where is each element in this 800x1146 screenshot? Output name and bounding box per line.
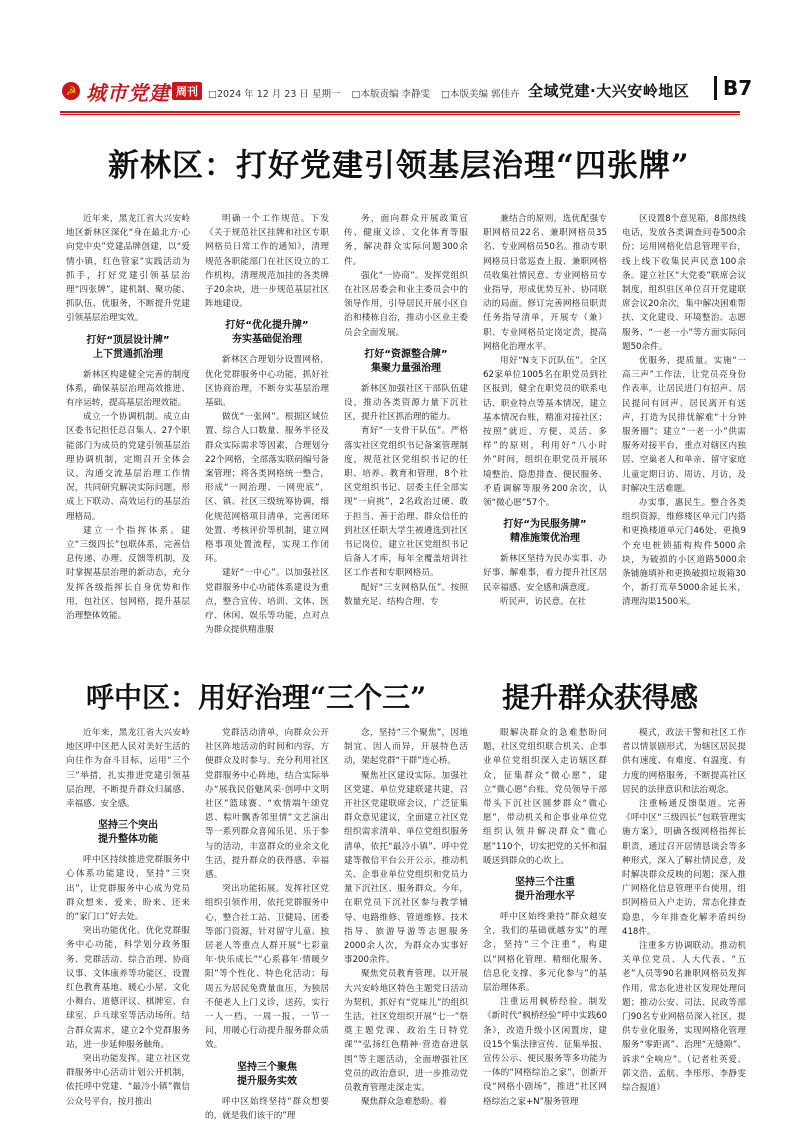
paragraph: 强化“一协商”。发挥党组织在社区居委会和业主委员会中的领导作用，引导居民开展小区自治和楼栋自治，推动小区业主委员会全面发展。 <box>344 270 468 338</box>
paragraph: 优服务，提质量。实施“一高三声”工作法，让党员亮身份作表率，让居民进门有招声、居民提问有回声、居民离开有送声，打造为民排忧解难“十分钟服务圈”；建立“一老一小”供需服务对接平台，重点对辖区内独居、空巢老人和单亲、留守家庭儿童定期日访、周访、月访，及时解决生活难题。 <box>622 356 746 494</box>
logo-text: 城市党建 <box>86 80 170 105</box>
paragraph: 听民声，访民意。在社 <box>500 596 586 607</box>
article1-column-2 <box>205 212 329 642</box>
paragraph: 注重运用枫桥经验。制发《新时代“枫桥经验”呼中实践60条》，改造升级小区闲置房，建设15个集法律宣传、征集举报、宣传公示、便民服务等多功能为一体的“网格综治之家”，创新开设“网格小剧场”，推进“社区网格综治之家+N”服务管理 <box>483 997 607 1107</box>
subheading <box>205 1061 329 1089</box>
subheading-line: 精准施策优治理 <box>510 533 580 545</box>
article2-headline-right: 提升群众获得感 <box>502 681 699 714</box>
paragraph: 突出功能发挥。建立社区党群服务中心活动计划公开机制，依托呼中党建、“最冷小镇”微信公众号平台，按月推出 <box>66 1054 190 1107</box>
subheading-line: 提升整体功能 <box>98 834 158 846</box>
paragraph: 明确一个工作规范。下发《关于规范社区挂牌和社区专职网格员日常工作的通知》，清理规范各职能部门在社区设立的工作机构，清理规范加挂的各类牌子20余块，进一步规范基层社区阵地建设。 <box>205 214 329 310</box>
paragraph: 新林区合理划分设置网格，优化党群服务中心功能，抓好社区协商治理，不断夯实基层治理基础。 <box>205 355 329 409</box>
subheading-line: 坚持三个聚焦 <box>237 1061 297 1073</box>
paragraph: 聚焦社区建设实际。加强社区党建、单位党建联建共建，召开社区党建联席会议，广泛征集群众意见建议，全面建立社区党组织需求清单、单位党组织服务清单，依托“最冷小镇”、呼中党建等微信平台公开公示，推动机关、企事业单位党组织和党员力量下沉社区、服务群众。今年，在职党员下沉社区参与教学辅导、电路维修、管道维修、技术指导、旅游导游等志愿服务2000余人次，为群众办实事好事200余件。 <box>344 770 468 966</box>
paragraph: 做优“一张网”。根据区域位置、综合人口数量、服务半径及群众实际需求等因素，合理划分22个网格，全部落实联码编号备案管理；将各类网格统一整合，形成“一网治理、一网兜底”，区、镇、社区三级统筹协调，细化规范网格项目清单，完善闭环处置、考核评价等机制，建立网格事项处置流程，实现工作闭环。 <box>205 412 329 565</box>
paragraph: 务，面向群众开展政策宣传、健康义诊、文化体育等服务，解决群众实际问题300余件。 <box>344 214 468 267</box>
paragraph: 注重畅通反馈渠道。完善《呼中区“三级四长”包联管理实施方案》，明确各级网格指挥长职责，通过召开居情恳谈会等多种形式，深入了解社情民意，及时解决群众反映的问题；深入推广网格化信息管理平台使用，组织网格员入户走访，常态化排查隐患，今年排查化解矛盾纠纷418件。 <box>622 799 746 937</box>
paragraph: 呼中区始终秉持“群众越安全，我们的基础就越夯实”的理念，坚持“三个注重”，构建以“网格化管理、精细化服务、信息化支撑、多元化参与”的基层治理体系。 <box>483 912 607 994</box>
paragraph: 新林区加强社区干部队伍建设，推动各类资源力量下沉社区，提升社区抓治理的能力。 <box>344 383 468 423</box>
subheading <box>483 518 607 546</box>
paragraph: 育好“一支骨干队伍”。严格落实社区党组织书记备案管理制度，规范社区党组织书记的任职、培养、教育和管理，8个社区党组织书记、居委主任全部实现“一肩挑”，2名政治过硬、敢于担当、善于治理、群众信任的到社区任职大学生被遴选到社区书记岗位，建立社区党组织书记后备人才库，每年全覆盖培训社区工作者和专职网格员。 <box>344 426 468 579</box>
subheading-line: 坚持三个注重 <box>515 877 575 889</box>
newspaper-logo <box>62 76 202 106</box>
paragraph: 新林区坚持为民办实事、办好事、解难事，着力提升社区居民幸福感、安全感和满意度。 <box>483 554 607 593</box>
paragraph: 聚焦党员教育管理。以开展大兴安岭地区特色主题党日活动为契机，抓好有“党味儿”的组织生活，社区党组织开展“七一”祭奠主题党课、政治生日特党课”“弘扬红色精神·营造奋进氛围”等主题活动，全面增强社区党员的政治意识，进一步推动党员教育管理走深走实。 <box>344 969 468 1094</box>
article1-column-1 <box>66 212 190 642</box>
article2-column-4 <box>483 726 607 1136</box>
article2-headline-left: 呼中区：用好治理“三个三” <box>86 681 427 714</box>
editor-credit: □本版责编 李静雯 <box>351 89 430 100</box>
paragraph: 新林区构建健全完善的制度体系，确保基层治理高效推进、有序运转，提高基层治理效能。 <box>66 369 190 409</box>
subheading-line: 打好“优化提升牌” <box>225 320 309 332</box>
article1-body <box>66 212 746 642</box>
subheading-line: 打好“顶层设计牌” <box>86 334 170 346</box>
article2-column-1 <box>66 726 190 1136</box>
paragraph: 配好“三支网格队伍”。按照数量充足、结构合理、专 <box>344 582 468 607</box>
paragraph: 注重多方协调联动。推动机关单位党员、人大代表、“五老”人员等90名兼职网格员发挥作用，常态化进社区发现处理问题；推动公安、司法、民政等部门90名专业网格员深入社区，提供专业化服务，实现网格化管理服务“零距离”、治理“无缝隙”、诉求“全响应”。（记者杜英爱、郭文浩、孟航、李彤彤、李静雯综合报道） <box>622 941 746 1094</box>
paragraph: 党群活动清单，向群众公开社区阵地活动的时间和内容，方便群众及时参与。充分利用社区党群服务中心阵地，结合实际举办“展我民俗魅风采·创呼中文明社区”篮球赛、“欢情端午颂党恩、粽叶飘香邻里情”文艺演出等一系列群众喜闻乐见、乐于参与的活动，丰富群众的业余文化生活，提升群众的获得感、幸福感。 <box>205 728 329 881</box>
paragraph: 近年来，黑龙江省大兴安岭地区新林区深化“身在最北方·心向党中央”党建品牌创建，以“爱情小镇，红色管家”实践活动为抓手，打好党建引领基层治理“四张牌”，建机制、聚功能、抓队伍、优服务，不断提升党建引领基层治理实效。 <box>66 214 190 324</box>
subheading-line: 提升服务实效 <box>237 1075 297 1087</box>
issue-meta <box>208 86 528 100</box>
paragraph: 近年来，黑龙江省大兴安岭地区呼中区把人民对美好生活的向往作为奋斗目标，运用“三个三”举措，扎实推进党建引领基层治理，不断提升群众归属感、幸福感、安全感。 <box>66 728 190 810</box>
paragraph: 突出功能拓展。发挥社区党组织引领作用，依托党群服务中心，整合社工站、卫健局、团委等部门资源，针对留守儿童、独居老人等重点人群开展“七彩童年·快乐成长”“心系暮年·情暖夕阳”等个性化、特色化活动；每周五为居民免费量血压，为独居不便老人上门义诊，送药，实行一人一档、一周一报、一节一问，用暖心行动提升服务群众质效。 <box>205 884 329 1051</box>
article1-column-4 <box>483 212 607 642</box>
paragraph: 兼结合的原则，选优配强专职网格员22名、兼职网格员35名、专业网格员50名。推动专职网格员日常巡查上报、兼职网格员收集社情民意、专业网格员专业指导，形成优势互补、协同联动的局面。修订完善网格员职责任务指导清单，开展专（兼）职、专业网格员定岗定责，提高网格化治理水平。 <box>483 214 607 352</box>
subheading-line: 提升治理水平 <box>515 891 575 903</box>
paragraph: 聚焦群众急难愁盼。着 <box>361 1097 447 1108</box>
masthead-rule-thin <box>60 114 740 115</box>
paragraph: 办实事，惠民生。整合各类组织资源，维修楼区单元门内搭和更换楼道单元门46处，更换9个充电桩锁插构构件5000余块，为破损的小区道路5000余条铺施填补和更换破损垃圾箱30个，新打荒草5000余延长米，清理沟渠1500米。 <box>622 498 746 608</box>
article1-headline: 新林区：打好党建引领基层治理“四张牌” <box>108 148 690 184</box>
article2-column-5 <box>622 726 746 1136</box>
paragraph: 呼中区始终坚持“群众想要的，就是我们该干的”理 <box>205 1096 329 1121</box>
paragraph: 用好“N支下沉队伍”。全区62家单位1005名在职党员到社区报到，健全在职党员的联系电话、职业特点等基本情况，建立基本情况台账，精准对接社区；按照“就近、方便、灵活、多样”的原则，利用好“八小时外”时间，组织在职党员开展环境整治、隐患排查、便民服务、矛盾调解等服务200余次，认领“微心愿”57个。 <box>483 356 607 509</box>
subheading <box>344 348 468 376</box>
section-label: 全域党建·大兴安岭地区 <box>528 82 690 100</box>
paragraph: 建好“一中心”。以加强社区党群服务中心功能体系建设为重点，整合宣传、培训、文体、医疗、休闲、娱乐等功能，点对点为群众提供精准服 <box>205 568 329 636</box>
paragraph: 模式，政法干警和社区工作者以情景剧形式，为辖区居民提供有速度、有难度、有温度、有力度的网格服务，不断提高社区居民的法律意识和法治观念。 <box>622 728 746 795</box>
article1-column-5 <box>622 212 746 642</box>
subheading-line: 打好“资源整合牌” <box>364 348 448 360</box>
subheading-line: 上下贯通抓治理 <box>93 348 163 360</box>
subheading-line: 打好“为民服务牌” <box>503 519 587 531</box>
paragraph: 区设置8个意见箱，8部热线电话，发放各类调查问卷500余份；运用网格化信息管理平台，线上线下收集民声民意100余条。建立社区“大党委”联席会议制度，组织驻区单位召开党建联席会议20余次，集中解决困难帮扶、文化建设、环境整治、志愿服务、“一老一小”等方面实际问题50余件。 <box>622 214 746 352</box>
page-number: B7 <box>714 76 752 100</box>
subheading-line: 夯实基础促治理 <box>232 334 302 346</box>
masthead <box>0 0 800 118</box>
subheading <box>205 319 329 347</box>
masthead-rule <box>60 111 740 113</box>
paragraph: 建立一个指挥体系。建立“三级四长”包联体系，完善信息传递、办理、反馈等机制，及时掌握基层治理的新动态，充分发挥各级指挥长自身优势和作用，包社区、包网格，提升基层治理整体效能。 <box>66 525 190 622</box>
paragraph: 成立一个协调机制。成立由区委书记担任总召集人、27个职能部门为成员的党建引领基层治理协调机制，定期召开全体会议，沟通交流基层治理工作情况，共同研究解决实际问题，形成上下联动、高效运行的基层治理格局。 <box>66 412 190 522</box>
paragraph: 呼中区持续推进党群服务中心体系功能建设，坚持“三突出”，让党群服务中心成为党员群众想来、爱来、盼来、还来的“家门口”好去处。 <box>66 855 190 923</box>
subheading <box>66 819 190 847</box>
paragraph: 眼解决群众的急难愁盼问题，社区党组织联合机关、企事业单位党组织深入走访辖区群众，征集群众“微心愿”，建立“微心愿”台账。党员领导干部带头下沉社区圆梦群众“微心愿”，带动机关和企事业单位党组织认领并解决群众“微心愿”110个，切实把党的关怀和温暖送到群众的心坎上。 <box>483 728 607 866</box>
subheading <box>66 334 190 362</box>
subheading <box>483 876 607 904</box>
subheading-line: 坚持三个突出 <box>98 820 158 832</box>
subheading-line: 集聚力量强治理 <box>371 362 441 374</box>
issue-date: □2024 年 12 月 23 日 星期一 <box>208 89 341 100</box>
logo-badge: 周刊 <box>172 82 202 100</box>
article2-column-3 <box>344 726 468 1136</box>
paragraph: 念，坚持“三个聚焦”，因地制宜、因人而异，开展特色活动，架起党群“干群”连心桥。 <box>344 728 468 767</box>
article2-column-2 <box>205 726 329 1136</box>
article1-column-3 <box>344 212 468 642</box>
designer-credit: □本版美编 郭佳卉 <box>441 89 520 100</box>
paragraph: 突出功能优化。优化党群服务中心功能，科学划分政务服务、党群活动、综合治理、协商议事、文体康养等功能区，设置红色教育基地、暖心小屋、文化小舞台、道德评议、棋牌室、台球室、乒乓球室等活动场所。结合群众需求，建立2个党群服务站，进一步延伸服务触角。 <box>66 926 190 1050</box>
party-emblem-icon: ☭ <box>62 82 80 100</box>
article2-body <box>66 726 746 1136</box>
